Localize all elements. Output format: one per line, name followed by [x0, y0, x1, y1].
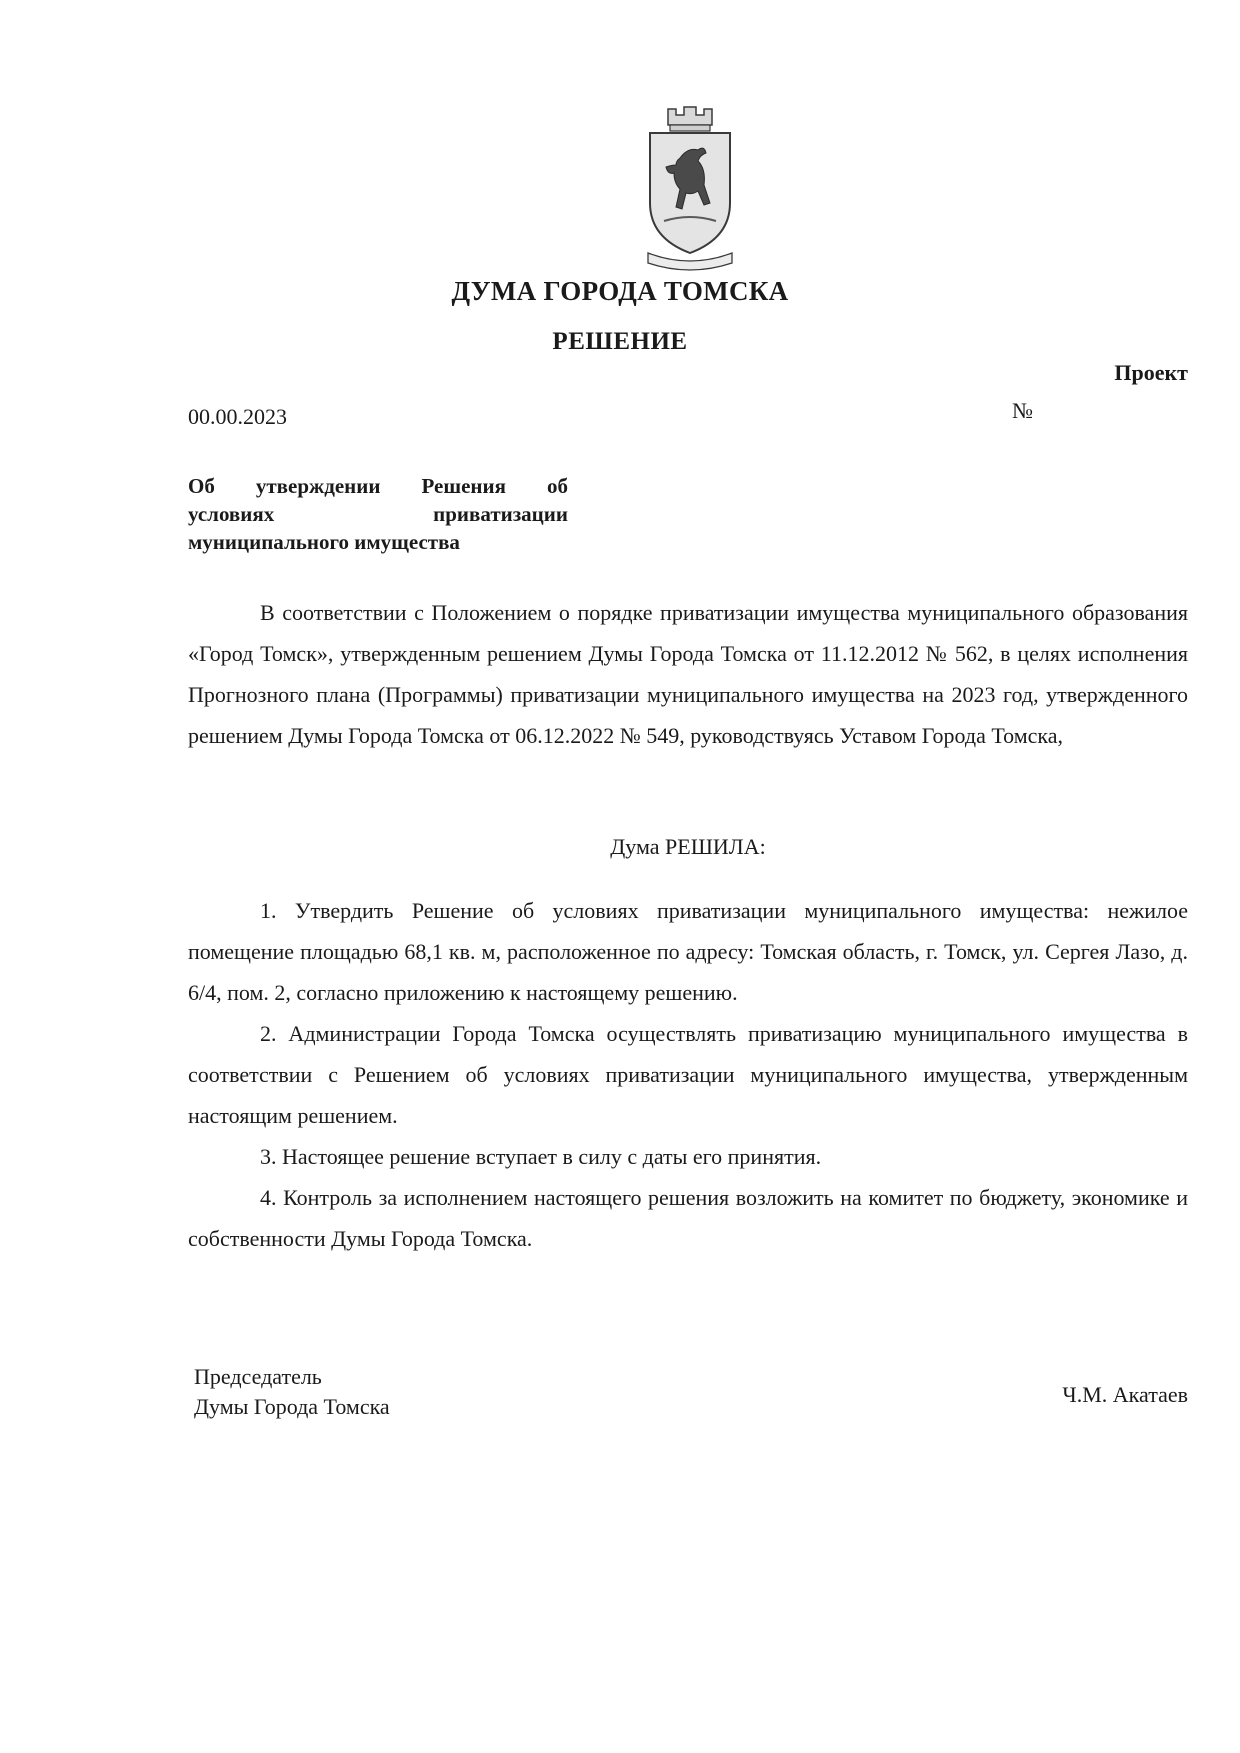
decision-item: 4. Контроль за исполнением настоящего решения возложить на комитет по бюджету, экономике и собственности Думы Города Томска. [188, 1185, 1188, 1251]
document-type: РЕШЕНИЕ [552, 328, 688, 355]
coat-of-arms-icon [640, 103, 740, 278]
document-date: 00.00.2023 [188, 404, 287, 429]
signatory-position [194, 1362, 390, 1422]
decision-item: 2. Администрации Города Томска осуществлять приватизацию муниципального имущества в соответствии с Решением об условиях приватизации муниципального имущества, утвержденным настоящим решением. [188, 1021, 1188, 1128]
organization-title: ДУМА ГОРОДА ТОМСКА [451, 276, 789, 306]
draft-mark: Проект [1114, 360, 1188, 385]
decision-heading: Дума РЕШИЛА: [610, 834, 766, 859]
preamble-paragraph: В соответствии с Положением о порядке приватизации имущества муниципального образования «Город Томск», утвержденным решением Думы Города Томска от 11.12.2012 № 562, в целях исполнения Прогнозного плана (Программы) приватизации муниципального имущества на 2023 год, утвержденного решением Думы Города Томска от 06.12.2022 № 549, руководствуясь Уставом Города Томска, [188, 600, 1188, 748]
decision-items [188, 890, 1188, 1259]
decision-item: 3. Настоящее решение вступает в силу с даты его принятия. [260, 1144, 822, 1169]
document-subject [188, 472, 568, 556]
decision-item: 1. Утвердить Решение об условиях приватизации муниципального имущества: нежилое помещение площадью 68,1 кв. м, расположенное по адресу: Томская область, г. Томск, ул. Сергея Лазо, д. 6/4, пом. 2, согласно приложению к настоящему решению. [188, 898, 1188, 1005]
document-number-label: № [1012, 398, 1033, 423]
subject-line: условиях приватизации [188, 502, 568, 526]
signatory-name: Ч.М. Акатаев [1062, 1382, 1188, 1407]
subject-line: Об утверждении Решения об [188, 474, 568, 498]
signatory-position-line: Думы Города Томска [194, 1394, 390, 1419]
signatory-position-line: Председатель [194, 1364, 322, 1389]
subject-line: муниципального имущества [188, 530, 460, 554]
